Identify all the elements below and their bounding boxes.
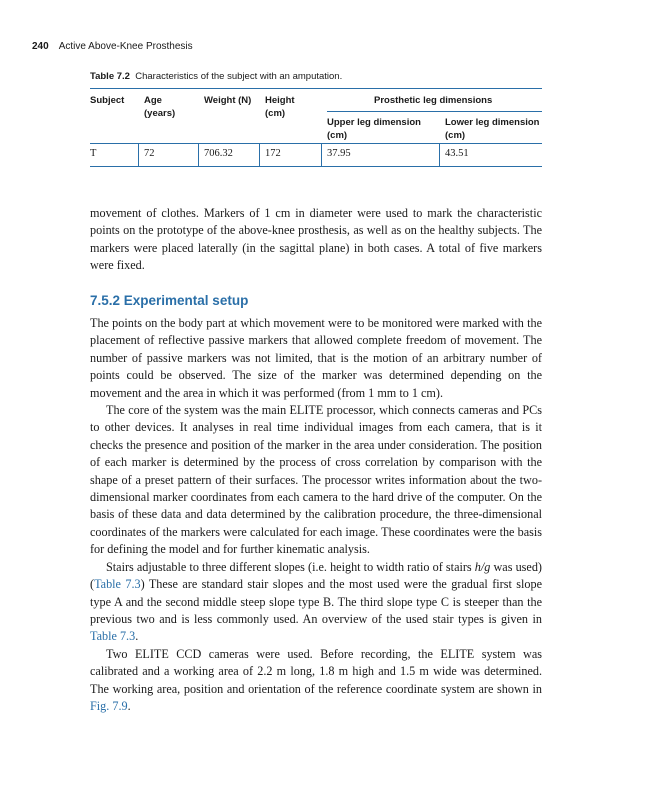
intro-paragraph — [90, 205, 542, 275]
table-caption-text: Characteristics of the subject with an amputation. — [135, 71, 343, 82]
header-height: Height (cm) — [265, 95, 295, 119]
header-prosthetic: Prosthetic leg dimensions — [374, 95, 493, 106]
header-weight: Weight (N) — [204, 95, 252, 106]
section-heading: 7.5.2 Experimental setup — [90, 293, 249, 308]
col-divider — [259, 143, 260, 166]
p3-text-c: ) These are standard stair slopes and the most used were the gradual first slope type A and the second middle steep slope type B. The third slope type C is steeper than the previous two and is less commonly used. An overview of the used stair types is given in — [90, 577, 542, 626]
paragraph-1: The points on the body part at which movement were to be monitored were marked with the placement of reflective passive markers that allowed complete freedom of movement. The number of passive markers was not limited, that is the motion of an arbitrary number of points could be observed. The size of the marker was determined depending on the movement and the area in which it was performed (from 1 mm to 1 cm). — [90, 316, 542, 400]
cell-weight: 706.32 — [204, 148, 233, 159]
table-top-rule — [90, 88, 542, 89]
header-subject: Subject — [90, 95, 125, 106]
table-bottom-rule — [90, 166, 542, 167]
cell-age: 72 — [144, 148, 155, 159]
col-divider — [198, 143, 199, 166]
table-caption — [90, 71, 342, 82]
cell-upper-leg: 37.95 — [327, 148, 351, 159]
paragraph-2: The core of the system was the main ELITE processor, which connects cameras and PCs to other devices. It analyses in real time individual images from each camera, that is it checks the presence and position of the marker in the area under consideration. The position of each marker is determined by the process of cross correlation by comparison with the shape of a preset pattern of their surfaces. The processor writes information about the two-dimensional marker coordinates from each camera to the hard drive of the computer. On the basis of these data and data determined by the calibration procedure, the three-dimensional coordinates of the markers were calculated for each image. These coordinates were the basis for defining the model and for further kinematic analysis. — [90, 403, 542, 557]
header-lower-leg: Lower leg dimension (cm) — [445, 117, 540, 141]
running-title: Active Above-Knee Prosthesis — [58, 41, 193, 52]
intro-text: movement of clothes. Markers of 1 cm in diameter were used to mark the characteristic points on the prototype of the above-knee prosthesis, as well as on the healthy subjects. The markers were placed laterally (in the sagittal plane) in both cases. A total of five markers were fixed. — [90, 206, 542, 273]
header-age: Age (years) — [144, 95, 176, 119]
page-number: 240 — [32, 41, 49, 52]
p3-text-d: . — [135, 629, 139, 644]
running-head — [32, 41, 193, 52]
body-text — [90, 315, 542, 715]
cell-height: 172 — [265, 148, 281, 159]
table-label: Table 7.2 — [90, 71, 130, 82]
col-divider — [321, 143, 322, 166]
paragraph-4 — [90, 646, 542, 716]
p3-text-a: Stairs adjustable to three different slopes (i.e. height to width ratio of stairs — [106, 559, 475, 574]
subheader-rule — [327, 111, 542, 112]
cell-lower-leg: 43.51 — [445, 148, 469, 159]
table-7-3-link-2[interactable]: Table 7.3 — [90, 629, 136, 644]
table-7-3-link[interactable]: Table 7.3 — [94, 577, 141, 592]
col-divider — [439, 143, 440, 166]
col-divider — [138, 143, 139, 166]
p4-text-b: . — [127, 698, 131, 713]
header-upper-leg: Upper leg dimension (cm) — [327, 117, 421, 141]
p3-text-b: was used) ( — [90, 559, 542, 592]
p4-text-a: Two ELITE CCD cameras were used. Before recording, the ELITE system was calibrated and a working area of 2.2 m long, 1.8 m high and 1.5 m wide was determined. The working area, position and orientation of the reference coordinate system are shown in — [90, 646, 542, 696]
paragraph-3 — [90, 559, 542, 646]
cell-subject: T — [90, 148, 97, 159]
header-bottom-rule — [90, 143, 542, 144]
fig-7-9-link[interactable]: Fig. 7.9 — [90, 698, 128, 713]
p3-variable: h/g — [474, 559, 491, 574]
